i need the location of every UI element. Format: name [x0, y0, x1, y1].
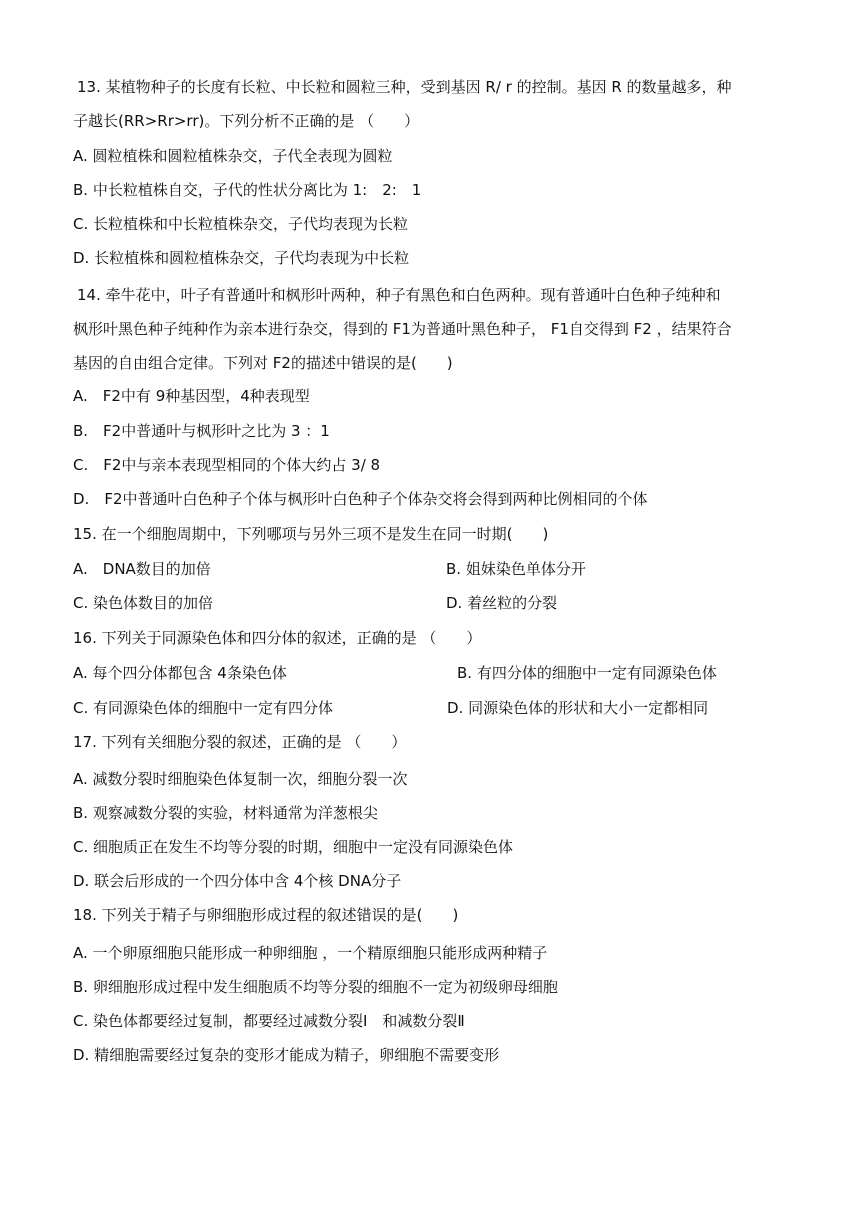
q14-stem-line-2: 枫形叶黑色种子纯种作为亲本进行杂交，得到的 F1为普通叶黑色种子， F1自交得到 F2 ，结果符合 — [73, 320, 732, 338]
q15-option-c: C. 染色体数目的加倍 — [73, 594, 214, 612]
q16-option-d: D. 同源染色体的形状和大小一定都相同 — [447, 699, 709, 717]
q13-stem-line-2: 子越长(RR>Rr>rr)。下列分析不正确的是 （ ） — [73, 112, 420, 130]
q15-option-a: A. DNA数目的加倍 — [73, 560, 211, 578]
q17-option-c: C. 细胞质正在发生不均等分裂的时期，细胞中一定没有同源染色体 — [73, 838, 514, 856]
q14-option-d: D. F2中普通叶白色种子个体与枫形叶白色种子个体杂交将会得到两种比例相同的个体 — [73, 490, 648, 508]
q17-stem-line-1: 17. 下列有关细胞分裂的叙述，正确的是 （ ） — [73, 733, 407, 751]
q15-option-d: D. 着丝粒的分裂 — [446, 594, 558, 612]
q17-option-a: A. 减数分裂时细胞染色体复制一次，细胞分裂一次 — [73, 770, 408, 788]
q16-option-c: C. 有同源染色体的细胞中一定有四分体 — [73, 699, 334, 717]
q16-option-a: A. 每个四分体都包含 4条染色体 — [73, 664, 287, 682]
q16-option-b: B. 有四分体的细胞中一定有同源染色体 — [457, 664, 717, 682]
q18-option-b: B. 卵细胞形成过程中发生细胞质不均等分裂的细胞不一定为初级卵母细胞 — [73, 978, 558, 996]
q14-stem-line-1: 14. 牵牛花中，叶子有普通叶和枫形叶两种，种子有黑色和白色两种。现有普通叶白色种子纯种和 — [77, 286, 721, 304]
q14-option-b: B. F2中普通叶与枫形叶之比为 3 ：1 — [73, 422, 330, 440]
q13-option-d: D. 长粒植株和圆粒植株杂交，子代均表现为中长粒 — [73, 249, 410, 267]
q18-stem-line-1: 18. 下列关于精子与卵细胞形成过程的叙述错误的是( ) — [73, 906, 459, 924]
q13-option-a: A. 圆粒植株和圆粒植株杂交，子代全表现为圆粒 — [73, 147, 393, 165]
q13-option-c: C. 长粒植株和中长粒植株杂交，子代均表现为长粒 — [73, 215, 409, 233]
q13-stem-line-1: 13. 某植物种子的长度有长粒、中长粒和圆粒三种，受到基因 R/ r 的控制。基因 R 的数量越多，种 — [77, 78, 732, 96]
q14-option-c: C. F2中与亲本表现型相同的个体大约占 3/ 8 — [73, 456, 381, 474]
q18-option-c: C. 染色体都要经过复制，都要经过减数分裂Ⅰ 和减数分裂Ⅱ — [73, 1012, 465, 1030]
q14-option-a: A. F2中有 9种基因型，4种表现型 — [73, 387, 310, 405]
q15-stem-line-1: 15. 在一个细胞周期中，下列哪项与另外三项不是发生在同一时期( ) — [73, 525, 549, 543]
q16-stem-line-1: 16. 下列关于同源染色体和四分体的叙述，正确的是 （ ） — [73, 629, 482, 647]
q17-option-b: B. 观察减数分裂的实验，材料通常为洋葱根尖 — [73, 804, 378, 822]
q14-stem-line-3: 基因的自由组合定律。下列对 F2的描述中错误的是( ) — [73, 354, 453, 372]
q15-option-b: B. 姐妹染色单体分开 — [446, 560, 586, 578]
q13-option-b: B. 中长粒植株自交，子代的性状分离比为 1: 2: 1 — [73, 181, 422, 199]
q18-option-d: D. 精细胞需要经过复杂的变形才能成为精子，卵细胞不需要变形 — [73, 1046, 500, 1064]
q18-option-a: A. 一个卵原细胞只能形成一种卵细胞 ，一个精原细胞只能形成两种精子 — [73, 944, 548, 962]
q17-option-d: D. 联会后形成的一个四分体中含 4个核 DNA分子 — [73, 872, 402, 890]
